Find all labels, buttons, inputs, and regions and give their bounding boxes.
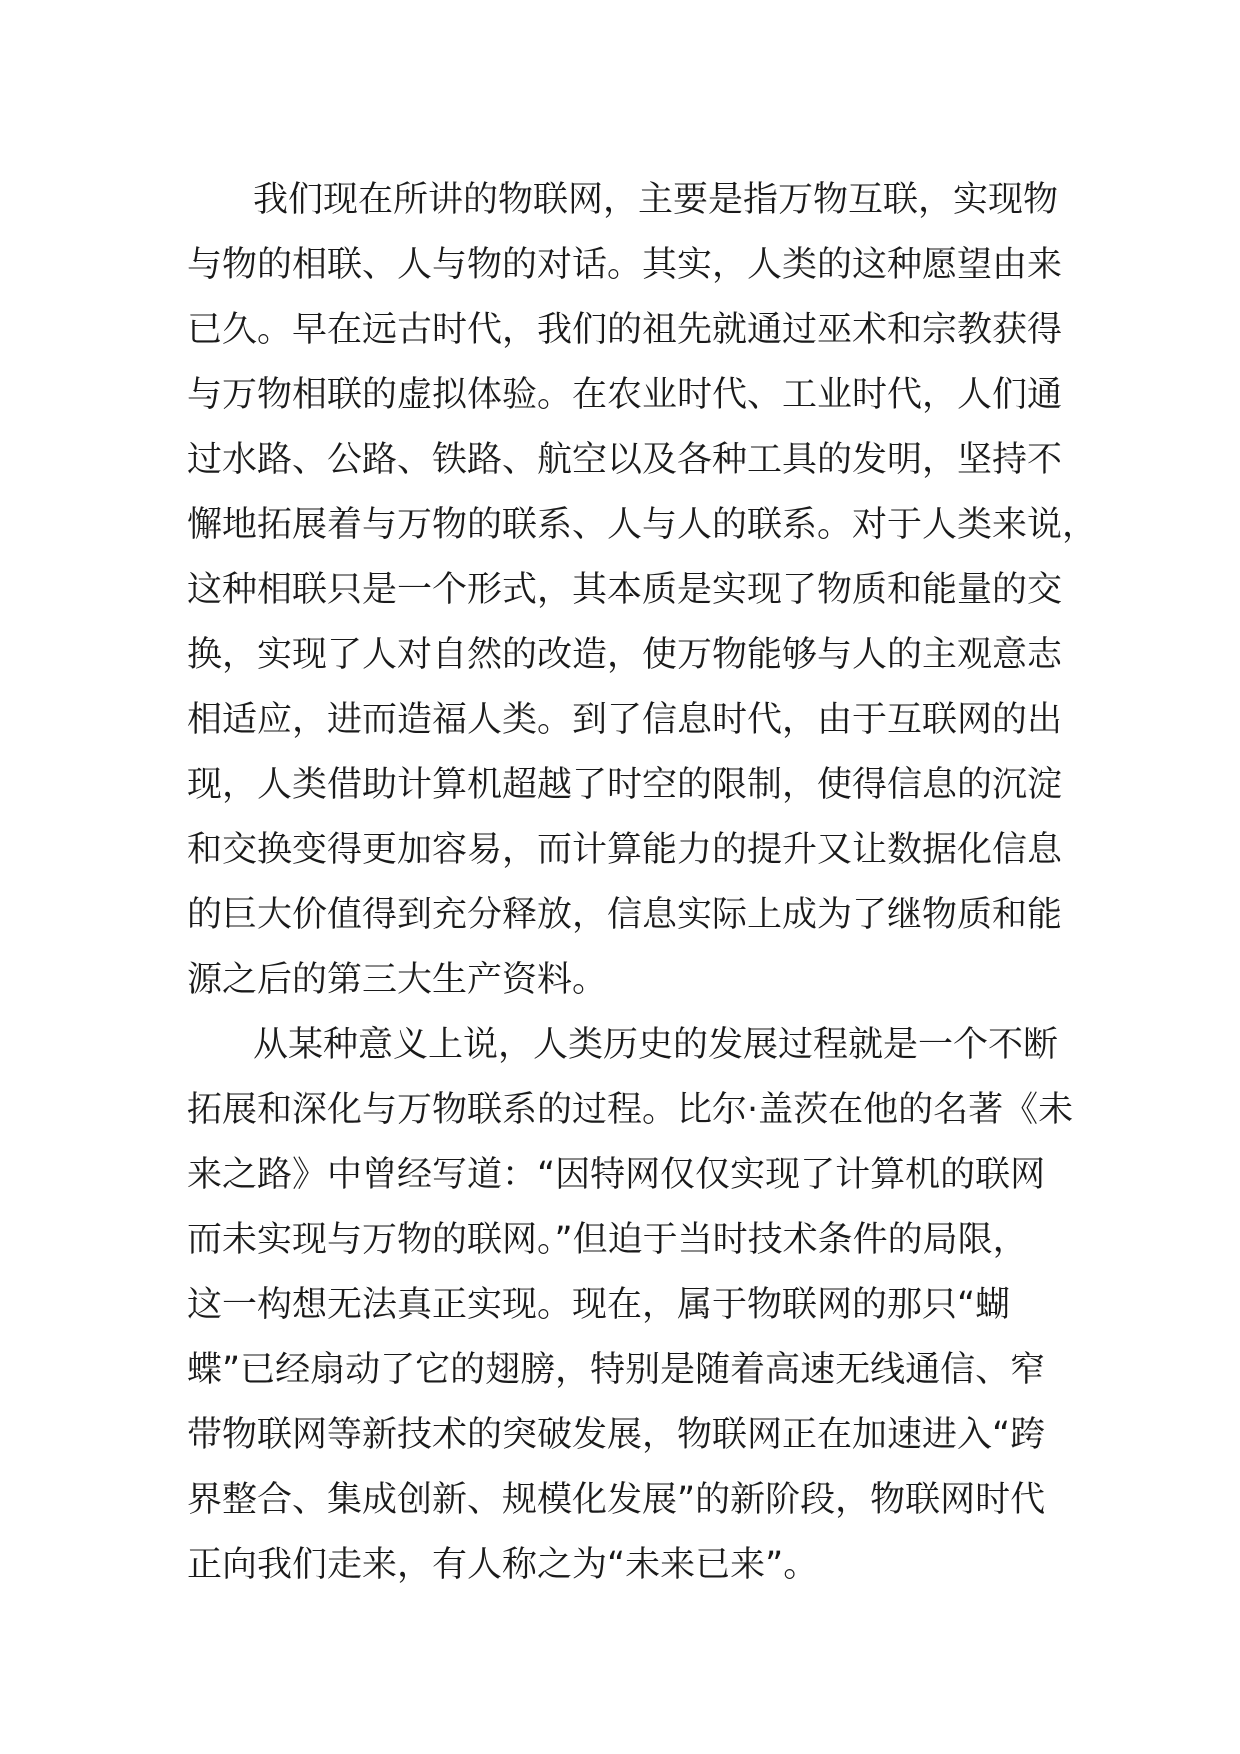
paragraph-2-line: 带物联网等新技术的突破发展，物联网正在加速进入“跨 [187, 1415, 1046, 1455]
paragraph-1-line: 源之后的第三大生产资料。 [187, 960, 608, 1000]
paragraph-2-line: 蝶”已经扇动了它的翅膀，特别是随着高速无线通信、窄 [187, 1350, 1046, 1390]
paragraph-1-line: 我们现在所讲的物联网，主要是指万物互联，实现物 [253, 180, 1059, 220]
paragraph-1-line: 与物的相联、人与物的对话。其实，人类的这种愿望由来 [187, 245, 1063, 285]
paragraph-1-line: 现，人类借助计算机超越了时空的限制，使得信息的沉淀 [187, 765, 1063, 805]
paragraph-2-line: 这一构想无法真正实现。现在，属于物联网的那只“蝴 [187, 1285, 1011, 1325]
paragraph-2-line: 界整合、集成创新、规模化发展”的新阶段，物联网时代 [187, 1480, 1046, 1520]
paragraph-1-line: 的巨大价值得到充分释放，信息实际上成为了继物质和能 [187, 895, 1063, 935]
paragraph-1-line: 过水路、公路、铁路、航空以及各种工具的发明，坚持不 [187, 440, 1063, 480]
paragraph-2-line: 拓展和深化与万物联系的过程。比尔·盖茨在他的名著《未 [187, 1090, 1074, 1130]
paragraph-2-line: 来之路》中曾经写道：“因特网仅仅实现了计算机的联网 [187, 1155, 1046, 1195]
body-text [187, 168, 1098, 1598]
paragraph-2-line: 从某种意义上说，人类历史的发展过程就是一个不断 [253, 1025, 1059, 1065]
paragraph-1-line: 和交换变得更加容易，而计算能力的提升又让数据化信息 [187, 830, 1063, 870]
paragraph-1-line: 相适应，进而造福人类。到了信息时代，由于互联网的出 [187, 700, 1063, 740]
paragraph-1-line: 这种相联只是一个形式，其本质是实现了物质和能量的交 [187, 570, 1063, 610]
paragraph-1-line: 懈地拓展着与万物的联系、人与人的联系。对于人类来说， [187, 505, 1098, 545]
paragraph-1-line: 换，实现了人对自然的改造，使万物能够与人的主观意志 [187, 635, 1063, 675]
paragraph-1-line: 已久。早在远古时代，我们的祖先就通过巫术和宗教获得 [187, 310, 1063, 350]
paragraph-2-line: 而未实现与万物的联网。”但迫于当时技术条件的局限， [187, 1220, 1028, 1260]
paragraph-1-line: 与万物相联的虚拟体验。在农业时代、工业时代，人们通 [187, 375, 1063, 415]
paragraph-2-line: 正向我们走来，有人称之为“未来已来”。 [187, 1545, 819, 1585]
